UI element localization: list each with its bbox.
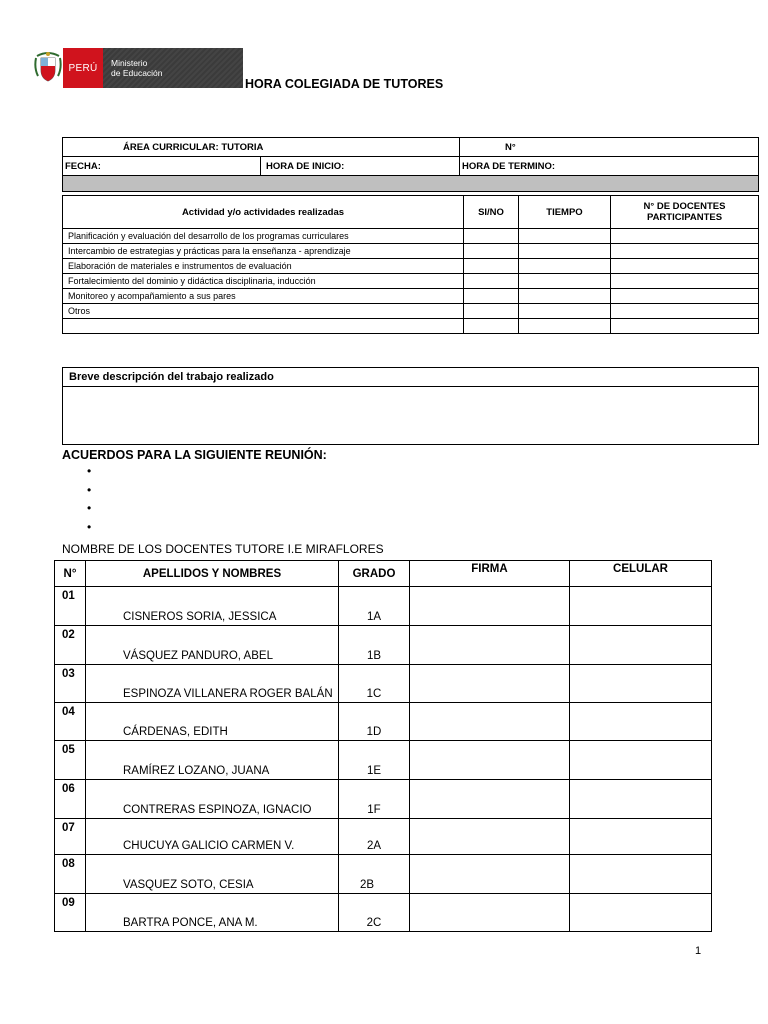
activity-label: Fortalecimiento del dominio y didáctica disciplinaria, inducción — [63, 274, 464, 289]
tiempo-cell[interactable] — [519, 304, 611, 319]
firma-cell[interactable] — [410, 894, 570, 932]
sino-cell[interactable] — [464, 304, 519, 319]
logo-ministry-line1: Ministerio — [111, 58, 148, 68]
description-label: Breve descripción del trabajo realizado — [63, 368, 759, 387]
firma-cell[interactable] — [410, 703, 570, 741]
teacher-name: VASQUEZ SOTO, CESIA — [86, 855, 339, 894]
table-row — [55, 894, 712, 932]
info-table — [62, 137, 759, 192]
docentes-cell[interactable] — [611, 259, 759, 274]
activities-header-activity: Actividad y/o actividades realizadas — [63, 196, 464, 229]
table-row — [55, 587, 712, 626]
activities-header-docentes: N° DE DOCENTES PARTICIPANTES — [611, 196, 759, 229]
teacher-num: 03 — [55, 665, 86, 703]
sino-cell[interactable] — [464, 289, 519, 304]
sino-cell[interactable] — [464, 244, 519, 259]
teacher-num: 04 — [55, 703, 86, 741]
celular-cell[interactable] — [570, 855, 712, 894]
celular-cell[interactable] — [570, 703, 712, 741]
table-row — [55, 741, 712, 780]
agreements-list — [62, 462, 91, 536]
activities-header-sino: SI/NO — [464, 196, 519, 229]
activity-label: Planificación y evaluación del desarrollo de los programas curriculares — [63, 229, 464, 244]
description-box — [62, 367, 759, 445]
celular-cell[interactable] — [570, 665, 712, 703]
teacher-grado: 1B — [339, 626, 410, 665]
teachers-header-name: APELLIDOS Y NOMBRES — [86, 561, 339, 587]
sino-cell[interactable] — [464, 259, 519, 274]
firma-cell[interactable] — [410, 587, 570, 626]
agreement-bullet[interactable]: • — [87, 464, 92, 478]
numero-label: N° — [460, 138, 759, 157]
teachers-header-firma: FIRMA — [410, 561, 570, 587]
table-row — [55, 855, 712, 894]
teacher-grado: 1A — [339, 587, 410, 626]
teacher-grado: 1D — [339, 703, 410, 741]
agreement-bullet[interactable]: • — [87, 501, 92, 515]
activities-header-tiempo: TIEMPO — [519, 196, 611, 229]
tiempo-cell[interactable] — [519, 319, 611, 334]
celular-cell[interactable] — [570, 587, 712, 626]
teacher-grado: 2C — [339, 894, 410, 932]
ministry-logo — [33, 48, 243, 88]
celular-cell[interactable] — [570, 819, 712, 855]
firma-cell[interactable] — [410, 626, 570, 665]
docentes-cell[interactable] — [611, 289, 759, 304]
table-row — [55, 665, 712, 703]
logo-country: PERÚ — [63, 48, 103, 88]
tiempo-cell[interactable] — [519, 274, 611, 289]
teacher-name: CÁRDENAS, EDITH — [86, 703, 339, 741]
firma-cell[interactable] — [410, 741, 570, 780]
table-row — [55, 703, 712, 741]
description-input-area[interactable] — [63, 387, 759, 445]
table-row — [55, 819, 712, 855]
teacher-num: 06 — [55, 780, 86, 819]
docentes-cell[interactable] — [611, 274, 759, 289]
teachers-header-num: N° — [55, 561, 86, 587]
teachers-header-celular: CELULAR — [570, 561, 712, 587]
teacher-grado: 1C — [339, 665, 410, 703]
teacher-name: CONTRERAS ESPINOZA, IGNACIO — [86, 780, 339, 819]
docentes-cell[interactable] — [611, 304, 759, 319]
activity-row — [63, 229, 759, 244]
teachers-header-grado: GRADO — [339, 561, 410, 587]
teacher-name: ESPINOZA VILLANERA ROGER BALÁN — [86, 665, 339, 703]
teacher-grado: 1E — [339, 741, 410, 780]
activity-label: Elaboración de materiales e instrumentos de evaluación — [63, 259, 464, 274]
teacher-num: 05 — [55, 741, 86, 780]
activity-row — [63, 244, 759, 259]
celular-cell[interactable] — [570, 780, 712, 819]
table-row — [55, 780, 712, 819]
firma-cell[interactable] — [410, 819, 570, 855]
teacher-name: VÁSQUEZ PANDURO, ABEL — [86, 626, 339, 665]
firma-cell[interactable] — [410, 665, 570, 703]
teacher-name: BARTRA PONCE, ANA M. — [86, 894, 339, 932]
tiempo-cell[interactable] — [519, 244, 611, 259]
teacher-name: RAMÍREZ LOZANO, JUANA — [86, 741, 339, 780]
activity-row — [63, 304, 759, 319]
activity-row — [63, 319, 759, 334]
hora-termino-label: HORA DE TERMINO: — [460, 157, 759, 176]
teacher-grado: 2A — [339, 819, 410, 855]
tiempo-cell[interactable] — [519, 229, 611, 244]
sino-cell[interactable] — [464, 229, 519, 244]
logo-ministry — [103, 48, 243, 88]
teacher-num: 09 — [55, 894, 86, 932]
page-number: 1 — [695, 945, 702, 957]
agreement-bullet[interactable]: • — [87, 482, 92, 497]
activity-label: Monitoreo y acompañamiento a sus pares — [63, 289, 464, 304]
docentes-cell[interactable] — [611, 244, 759, 259]
celular-cell[interactable] — [570, 894, 712, 932]
logo-ministry-line2: de Educación — [111, 68, 163, 78]
national-seal-icon — [33, 48, 63, 88]
activities-table — [62, 195, 759, 334]
agreements-heading: ACUERDOS PARA LA SIGUIENTE REUNIÓN: — [62, 448, 327, 462]
teacher-name: CHUCUYA GALICIO CARMEN V. — [86, 819, 339, 855]
fecha-label: FECHA: — [63, 157, 261, 176]
teachers-caption: NOMBRE DE LOS DOCENTES TUTORE I.E MIRAFLORES — [62, 542, 384, 556]
activity-label: Otros — [63, 304, 464, 319]
celular-cell[interactable] — [570, 626, 712, 665]
table-row — [55, 626, 712, 665]
teacher-num: 02 — [55, 626, 86, 665]
hora-inicio-label: HORA DE INICIO: — [261, 157, 460, 176]
document-title: HORA COLEGIADA DE TUTORES — [245, 77, 444, 91]
teacher-num: 08 — [55, 855, 86, 894]
activity-label[interactable] — [63, 319, 464, 334]
teacher-num: 01 — [55, 587, 86, 626]
teacher-name: CISNEROS SORIA, JESSICA — [86, 587, 339, 626]
sino-cell[interactable] — [464, 319, 519, 334]
firma-cell[interactable] — [410, 780, 570, 819]
activity-row — [63, 259, 759, 274]
teacher-grado: 1F — [339, 780, 410, 819]
tiempo-cell[interactable] — [519, 259, 611, 274]
activity-row — [63, 274, 759, 289]
docentes-cell[interactable] — [611, 229, 759, 244]
agreement-bullet[interactable]: • — [87, 519, 92, 534]
sino-cell[interactable] — [464, 274, 519, 289]
area-curricular-label: ÁREA CURRICULAR: TUTORIA — [63, 138, 460, 157]
gray-separator-bar — [63, 176, 759, 192]
teacher-num: 07 — [55, 819, 86, 855]
activity-row — [63, 289, 759, 304]
teacher-grado: 2B — [339, 855, 410, 894]
celular-cell[interactable] — [570, 741, 712, 780]
docentes-cell[interactable] — [611, 319, 759, 334]
teachers-table — [54, 560, 712, 932]
activity-label: Intercambio de estrategias y prácticas para la enseñanza - aprendizaje — [63, 244, 464, 259]
tiempo-cell[interactable] — [519, 289, 611, 304]
firma-cell[interactable] — [410, 855, 570, 894]
